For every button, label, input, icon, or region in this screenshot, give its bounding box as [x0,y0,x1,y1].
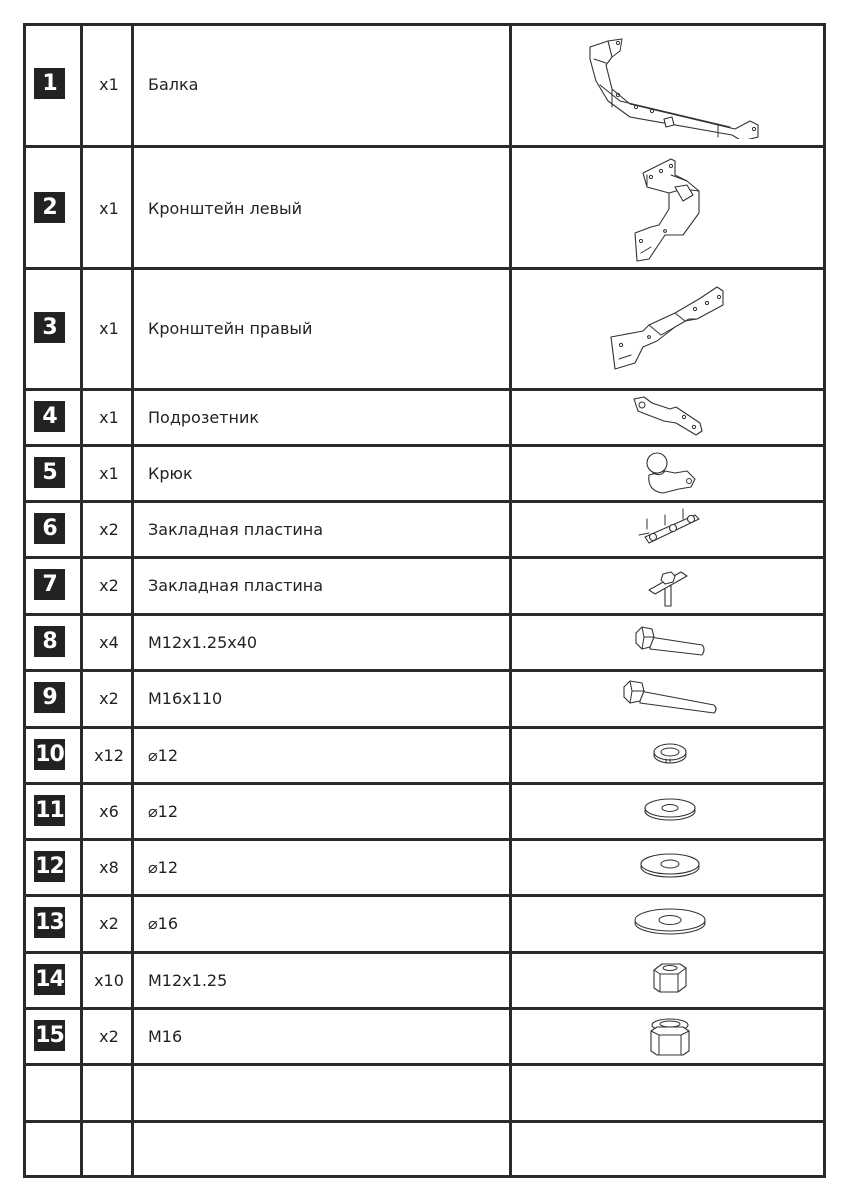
row-divider [23,1007,826,1010]
part-number-badge: 3 [34,312,65,343]
part-name: Кронштейн правый [148,319,313,338]
row-divider [23,782,826,785]
part-quantity: x2 [99,576,119,595]
tow-ball-icon [514,449,826,497]
row-divider [23,613,826,616]
part-name: Закладная пластина [148,576,324,595]
table-row [23,838,826,894]
bolt-long-icon [514,679,826,717]
table-row [23,444,826,500]
embedded-plate-one-bolt-icon [514,562,826,610]
part-number-badge: 8 [34,626,65,657]
row-divider [23,556,826,559]
part-quantity: x2 [99,1027,119,1046]
part-number-badge: 10 [34,739,65,770]
part-number-badge: 5 [34,457,65,488]
part-quantity: x10 [94,971,124,990]
row-divider [23,838,826,841]
part-quantity: x1 [99,199,119,218]
row-divider [23,669,826,672]
part-name: ⌀12 [148,858,178,877]
part-number-badge: 6 [34,513,65,544]
beam-icon [514,29,826,139]
part-quantity: x4 [99,633,119,652]
part-number-badge: 2 [34,192,65,223]
part-name: Крюк [148,464,193,483]
table-row [23,951,826,1007]
table-row [23,556,826,613]
part-quantity: x6 [99,802,119,821]
part-quantity: x1 [99,408,119,427]
part-name: Кронштейн левый [148,199,303,218]
part-name: ⌀16 [148,914,178,933]
part-name: M16x110 [148,689,223,708]
part-quantity: x1 [99,464,119,483]
table-row-empty [23,1120,826,1177]
table-row [23,145,826,267]
left-bracket-icon [514,153,826,263]
table-row [23,726,826,782]
part-quantity: x8 [99,858,119,877]
part-number-badge: 1 [34,68,65,99]
row-divider [23,1120,826,1123]
row-divider [23,726,826,729]
lock-nut-icon [514,1015,826,1059]
part-name: M12x1.25 [148,971,228,990]
part-number-badge: 7 [34,569,65,600]
table-row [23,500,826,556]
part-name: Закладная пластина [148,520,324,539]
row-divider [23,267,826,270]
part-quantity: x2 [99,520,119,539]
row-divider [23,388,826,391]
part-number-badge: 15 [34,1020,65,1051]
part-name: Балка [148,75,199,94]
bolt-short-icon [514,625,826,659]
part-number-badge: 13 [34,907,65,938]
row-divider [23,1063,826,1066]
part-number-badge: 9 [34,682,65,713]
socket-bracket-icon [514,393,826,441]
part-number-badge: 4 [34,401,65,432]
table-row [23,1007,826,1063]
row-divider [23,145,826,148]
flat-washer-medium-icon [514,852,826,880]
part-name: M12x1.25x40 [148,633,258,652]
table-row [23,894,826,951]
row-divider [23,951,826,954]
flat-washer-small-icon [514,797,826,823]
table-row [23,613,826,669]
part-name: ⌀12 [148,802,178,821]
part-quantity: x1 [99,319,119,338]
part-quantity: x1 [99,75,119,94]
row-divider [23,894,826,897]
table-row [23,782,826,838]
part-number-badge: 14 [34,964,65,995]
spring-washer-icon [514,741,826,767]
table-row-empty [23,1063,826,1120]
row-divider [23,444,826,447]
hex-nut-icon [514,962,826,996]
flat-washer-large-icon [514,907,826,937]
right-bracket-icon [514,279,826,379]
table-row [23,388,826,444]
part-quantity: x2 [99,914,119,933]
part-number-badge: 12 [34,851,65,882]
table-row [23,669,826,726]
part-quantity: x12 [94,746,124,765]
part-number-badge: 11 [34,795,65,826]
embedded-plate-three-bolt-icon [514,505,826,551]
row-divider [23,500,826,503]
part-name: Подрозетник [148,408,260,427]
table-row [23,267,826,388]
part-quantity: x2 [99,689,119,708]
part-name: M16 [148,1027,183,1046]
table-row [23,23,826,145]
part-name: ⌀12 [148,746,178,765]
